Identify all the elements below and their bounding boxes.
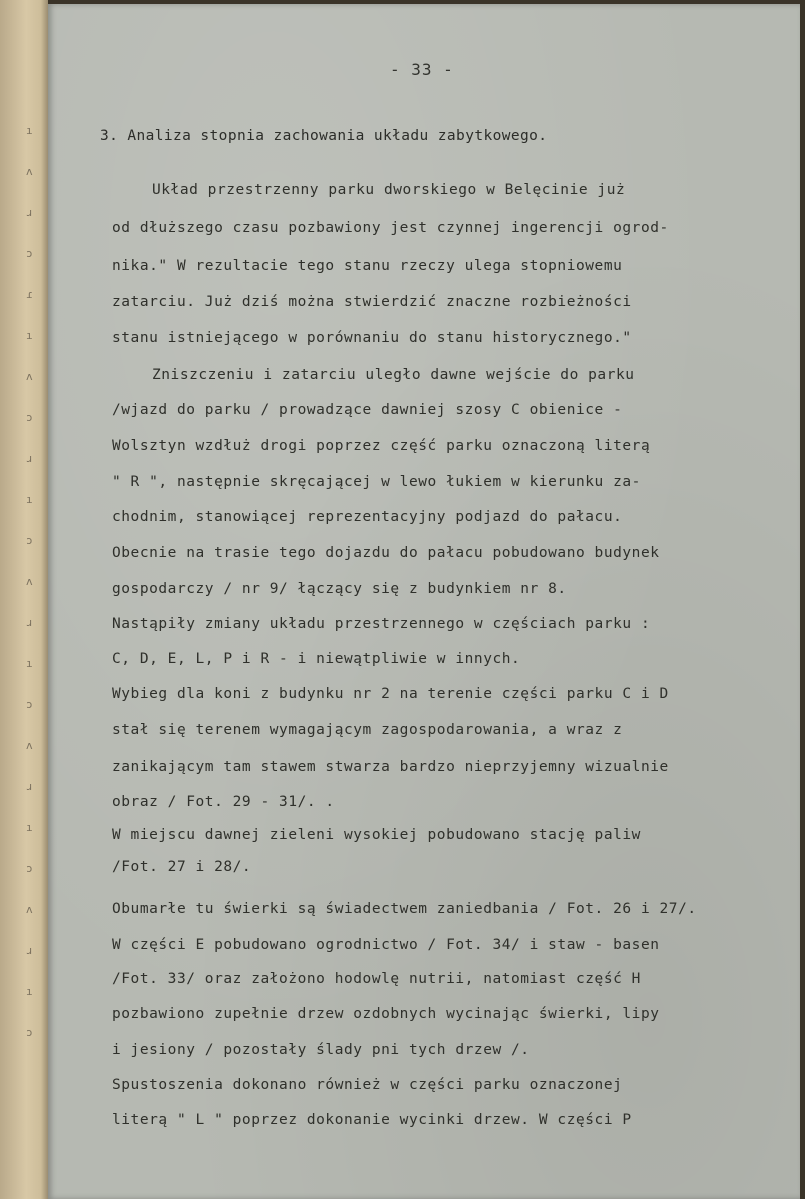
text-line: Obecnie na trasie tego dojazdu do pałacu pobudowano budynek xyxy=(112,545,660,561)
text-line: obraz / Fot. 29 - 31/. . xyxy=(112,794,335,810)
text-line: pozbawiono zupełnie drzew ozdobnych wycinając świerki, lipy xyxy=(112,1006,660,1022)
text-line: Obumarłe tu świerki są świadectwem zaniedbania / Fot. 26 i 27/. xyxy=(112,901,697,917)
text-line: gospodarczy / nr 9/ łączący się z budynkiem nr 8. xyxy=(112,581,567,597)
text-line: W części E pobudowano ogrodnictwo / Fot. 34/ i staw - basen xyxy=(112,937,660,953)
text-line: zatarciu. Już dziś można stwierdzić znaczne rozbieżności xyxy=(112,294,632,310)
typewritten-page xyxy=(48,4,800,1199)
text-line: chodnim, stanowiącej reprezentacyjny podjazd do pałacu. xyxy=(112,509,623,525)
text-line: Spustoszenia dokonano również w części parku oznaczonej xyxy=(112,1077,623,1093)
section-heading: 3. Analiza stopnia zachowania układu zabytkowego. xyxy=(100,128,548,144)
body-text xyxy=(48,4,800,1199)
text-line: Wolsztyn wzdłuż drogi poprzez część parku oznaczoną literą xyxy=(112,438,651,454)
text-line: Nastąpiły zmiany układu przestrzennego w częściach parku : xyxy=(112,616,651,632)
text-line: " R ", następnie skręcającej w lewo łukiem w kierunku za- xyxy=(112,474,641,490)
text-line: C, D, E, L, P i R - i niewątpliwie w innych. xyxy=(112,651,521,667)
text-line: zanikającym tam stawem stwarza bardzo nieprzyjemny wizualnie xyxy=(112,759,669,775)
text-line: od dłuższego czasu pozbawiony jest czynnej ingerencji ogrod- xyxy=(112,220,669,236)
text-line: /Fot. 33/ oraz założono hodowlę nutrii, natomiast część H xyxy=(112,971,641,987)
text-line: nika." W rezultacie tego stanu rzeczy ulega stopniowemu xyxy=(112,258,623,274)
text-line: literą " L " poprzez dokonanie wycinki drzew. W części P xyxy=(112,1112,632,1128)
text-line: i jesiony / pozostały ślady pni tych drzew /. xyxy=(112,1042,530,1058)
text-line: Układ przestrzenny parku dworskiego w Belęcinie już xyxy=(152,182,626,198)
text-line: stał się terenem wymagającym zagospodarowania, a wraz z xyxy=(112,722,623,738)
adjacent-page-marks: ı ʌ ɹ ɔ ɾ ı ʌ ɔ ɹ ı ɔ ʌ ɹ ı ɔ ʌ ɹ ı ɔ ʌ ɹ ı ɔ xyxy=(26,124,33,1039)
text-line: Wybieg dla koni z budynku nr 2 na terenie części parku C i D xyxy=(112,686,669,702)
text-line: stanu istniejącego w porównaniu do stanu historycznego." xyxy=(112,330,632,346)
adjacent-page-edge xyxy=(0,0,48,1199)
page-number: - 33 - xyxy=(390,60,454,79)
text-line: /Fot. 27 i 28/. xyxy=(112,859,252,875)
text-line: Zniszczeniu i zatarciu uległo dawne wejście do parku xyxy=(152,367,635,383)
text-line: /wjazd do parku / prowadzące dawniej szosy C obienice - xyxy=(112,402,623,418)
text-line: W miejscu dawnej zieleni wysokiej pobudowano stację paliw xyxy=(112,827,641,843)
